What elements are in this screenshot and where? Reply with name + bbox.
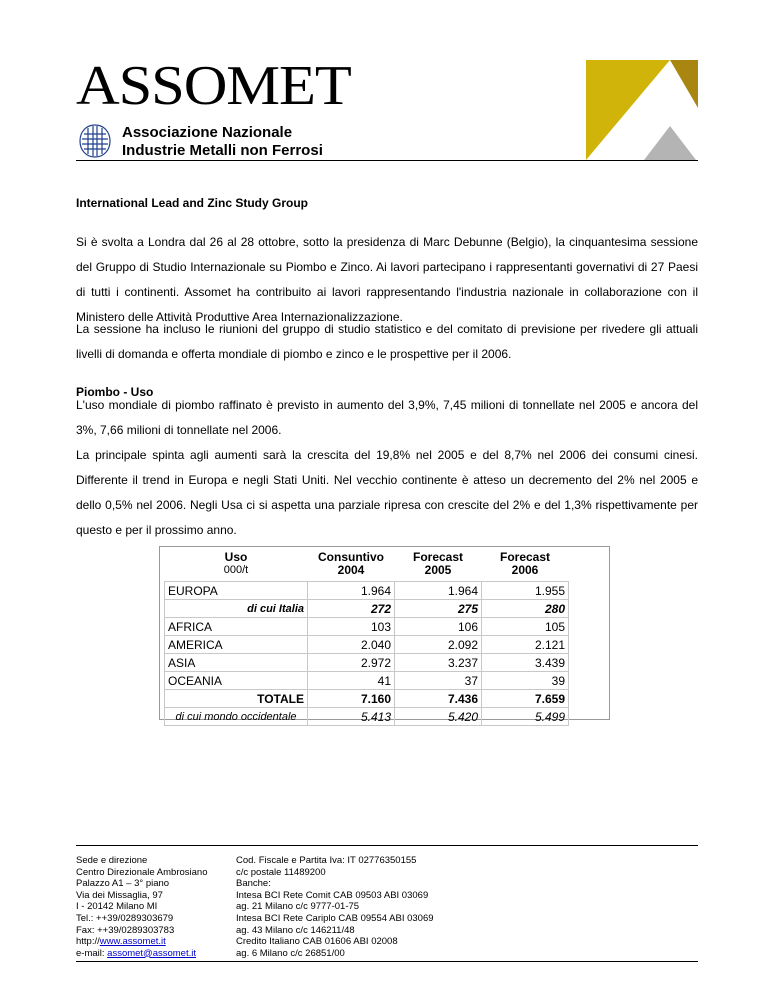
table-row-total: TOTALE 7.160 7.436 7.659 <box>165 690 569 708</box>
paragraph-2: La sessione ha incluso le riunioni del gruppo di studio statistico e del comitato di previsione per rivedere gli attuali livelli di domanda e offerta mondiale di piombo e zinco e le prospettive per il 2006. <box>76 322 698 361</box>
brown-triangle <box>670 60 698 108</box>
header-2004: Consuntivo 2004 <box>318 550 384 577</box>
section-heading: Piombo - Uso <box>76 385 154 399</box>
header-2005: Forecast 2005 <box>412 550 464 577</box>
table-row: ASIA 2.972 3.237 3.439 <box>165 654 569 672</box>
footer-address: Sede e direzione Centro Direzionale Ambrosiano Palazzo A1 – 3° piano Via dei Missaglia, 97 I - 20142 Milano MI Tel.: ++39/0289303679 Fax: ++39/0289303783 http://www.assomet.it e-mail: assomet@assomet.it <box>76 855 208 959</box>
association-line-2: Industrie Metalli non Ferrosi <box>122 142 323 159</box>
section-paragraph-1: L'uso mondiale di piombo raffinato è previsto in aumento del 3,9%, 7,45 milioni di tonnellate nel 2005 e ancora del 3%, 7,66 milioni di tonnellate nel 2006. <box>76 398 698 437</box>
table-row: AFRICA 103 106 105 <box>165 618 569 636</box>
table-header-row <box>165 551 569 582</box>
corner-triangles-logo <box>586 60 698 160</box>
header-2006: Forecast 2006 <box>499 550 551 577</box>
table-row: OCEANIA 41 37 39 <box>165 672 569 690</box>
lead-usage-table <box>159 546 610 724</box>
document-title: International Lead and Zinc Study Group <box>76 196 309 210</box>
gray-triangle <box>644 126 696 160</box>
website-link[interactable]: www.assomet.it <box>99 936 166 948</box>
header-uso: Uso 000/t <box>223 550 249 576</box>
footer-divider-bottom <box>76 961 698 962</box>
header-divider <box>76 160 698 161</box>
table-row: EUROPA 1.964 1.964 1.955 <box>165 582 569 600</box>
footer-bank-info: Cod. Fiscale e Partita Iva: IT 02776350155 c/c postale 11489200 Banche: Intesa BCI Rete Comit CAB 09503 ABI 03069 ag. 21 Milano c/c 9777-01-75 Intesa BCI Rete Cariplo CAB 09554 ABI 03069 ag. 43 Milano c/c 146211/48 Credito Italiano CAB 01606 ABI 02008 ag. 6 Milano c/c 26851/00 <box>236 855 434 959</box>
table-row: AMERICA 2.040 2.092 2.121 <box>165 636 569 654</box>
confindustria-seal-icon <box>76 122 114 160</box>
footer-divider-top <box>76 845 698 846</box>
table-row: di cui mondo occidentale 5.413 5.420 5.499 <box>165 708 569 726</box>
section-paragraph-2: La principale spinta agli aumenti sarà la crescita del 19,8% nel 2005 e del 8,7% nel 2006 dei consumi cinesi. Differente il trend in Europa e negli Stati Uniti. Nel vecchio continente è atteso un decremento del 2% nel 2005 e dello 0,5% nel 2006. Negli Usa ci si aspetta una parziale ripresa con crescite del 2% e del 1,3% rispettivamente per questo e per il prossimo anno. <box>76 448 698 537</box>
assomet-logo: ASSOMET <box>76 55 351 117</box>
paragraph-1: Si è svolta a Londra dal 26 al 28 ottobre, sotto la presidenza di Marc Debunne (Belgio), la cinquantesima sessione del Gruppo di Studio Internazionale su Piombo e Zinco. Ai lavori partecipano i rappresentanti governativi di 27 Paesi di tutti i continenti. Assomet ha contribuito ai lavori rappresentando l'industria nazionale in collaborazione con il Ministero delle Attività Produttive Area Internazionalizzazione. <box>76 235 698 324</box>
email-link[interactable]: assomet@assomet.it <box>107 947 196 959</box>
association-line-1: Associazione Nazionale <box>122 124 293 141</box>
table-row: di cui Italia 272 275 280 <box>165 600 569 618</box>
association-name <box>122 124 323 160</box>
